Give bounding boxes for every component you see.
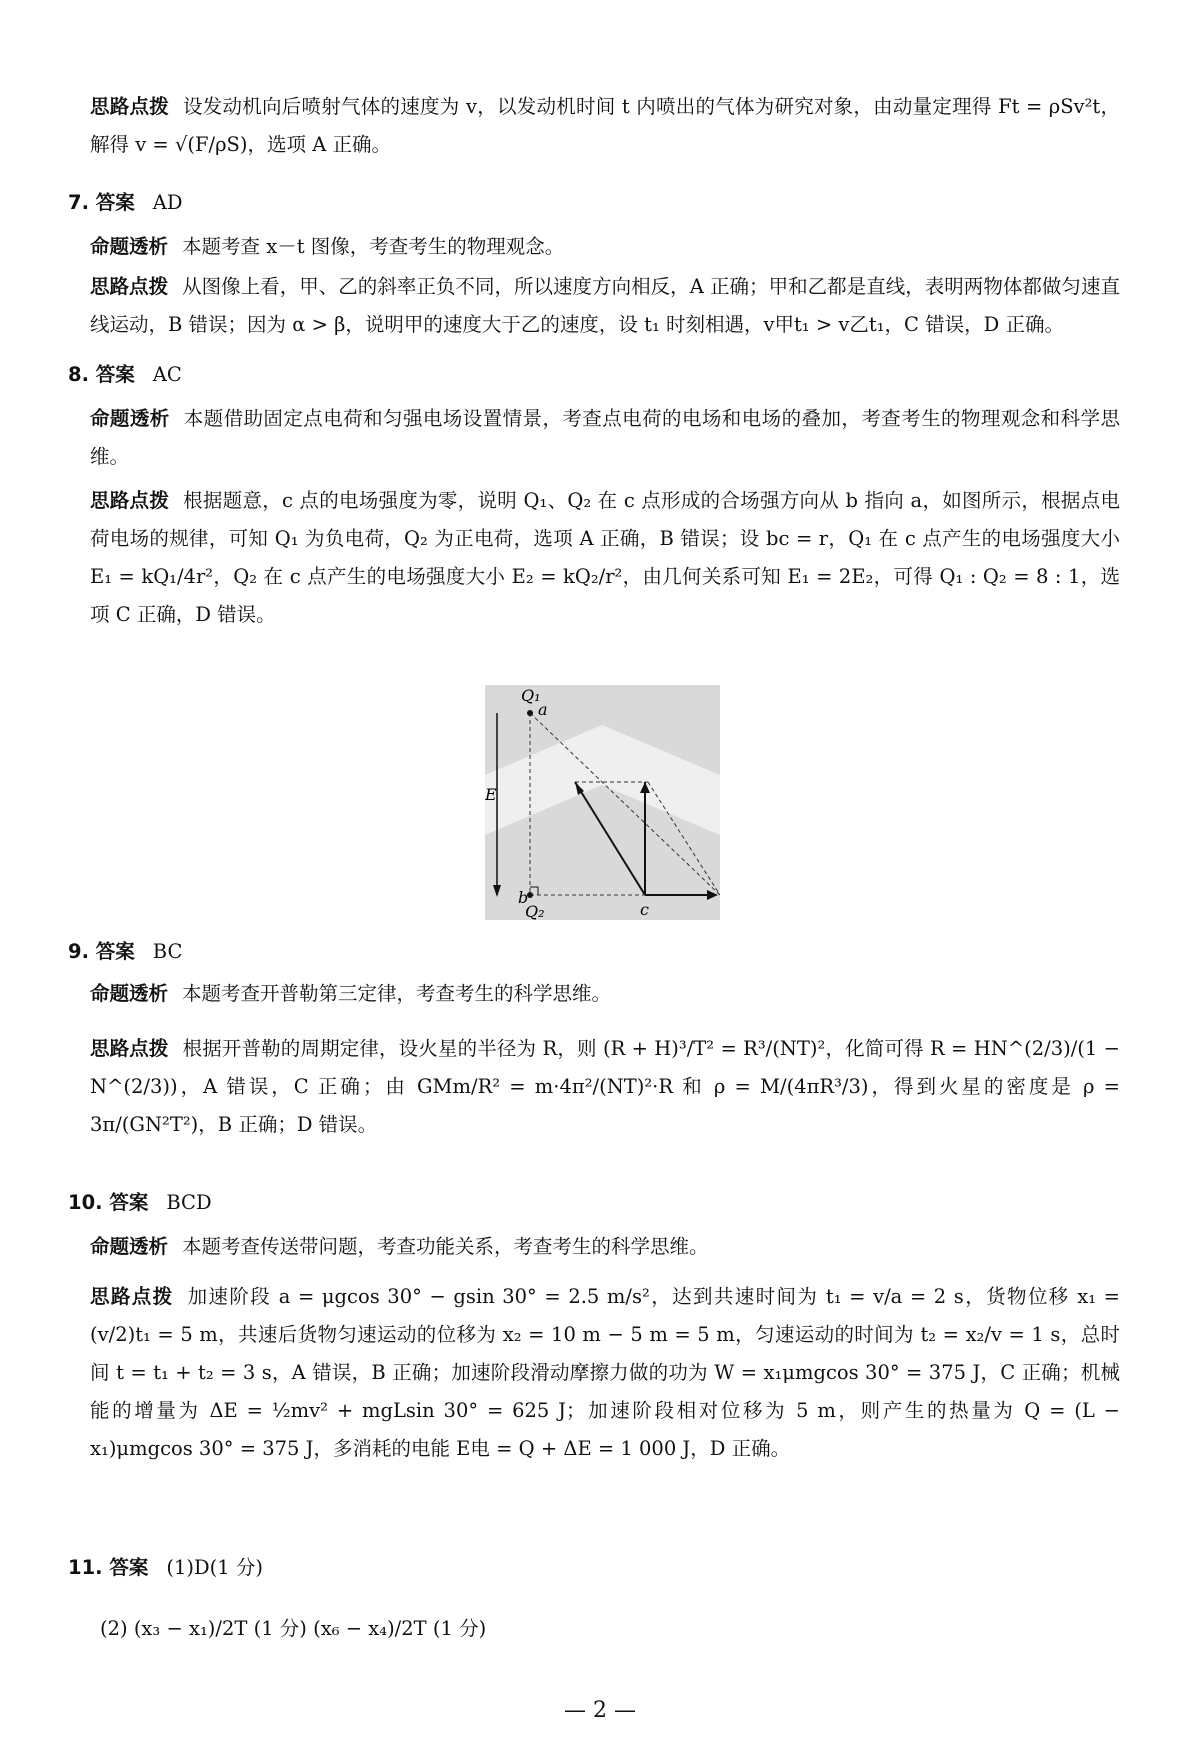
q9-answer-value: BC [152, 940, 183, 963]
q9-answer-heading: 9. 答案 [68, 940, 135, 963]
q8-field-diagram [485, 685, 720, 920]
q7-proposition-text: 本题考查 x－t 图像，考查考生的物理观念。 [182, 235, 565, 258]
label-b: b [518, 888, 529, 907]
q9-solution-hint [90, 1030, 1120, 1144]
q10-proposition-analysis [90, 1228, 1120, 1266]
q9-proposition-text: 本题考查开普勒第三定律，考查考生的科学思维。 [182, 982, 612, 1005]
top-solution-text: 设发动机向后喷射气体的速度为 v，以发动机时间 t 内喷出的气体为研究对象，由动量定理得 Ft = ρSv²t，解得 v = √(F/ρS)，选项 A 正确。 [90, 95, 1120, 156]
q8-proposition-label: 命题透析 [90, 407, 170, 430]
q8-answer-value: AC [152, 363, 182, 386]
q10-solution-hint [90, 1278, 1120, 1468]
q10-answer-heading: 10. 答案 [68, 1191, 149, 1214]
q11-answer-heading: 11. 答案 [68, 1556, 149, 1579]
q9-solution-text: 根据开普勒的周期定律，设火星的半径为 R，则 (R + H)³/T² = R³/(NT)²，化简可得 R = HN^(2/3)/(1 − N^(2/3))，A 错误，C 正确；由 GMm/R² = m·4π²/(NT)²·R 和 ρ = M/(4πR³/3)，得到火星的密度是 ρ = 3π/(GN²T²)，B 正确；D 错误。 [90, 1037, 1120, 1136]
q9-answer-line [68, 937, 182, 967]
q7-answer-value: AD [152, 191, 183, 214]
q7-proposition-analysis [90, 228, 1120, 266]
label-c: c [640, 900, 649, 919]
page-number: — 2 — [564, 1698, 636, 1723]
q9-solution-label: 思路点拨 [90, 1037, 169, 1060]
q8-solution-text: 根据题意，c 点的电场强度为零，说明 Q₁、Q₂ 在 c 点形成的合场强方向从 b 指向 a，如图所示，根据点电荷电场的规律，可知 Q₁ 为负电荷，Q₂ 为正电荷，选项 A 正确，B 错误；设 bc = r，Q₁ 在 c 点产生的电场强度大小 E₁ = kQ₁/4r²，Q₂ 在 c 点产生的电场强度大小 E₂ = kQ₂/r²，由几何关系可知 E₁ = 2E₂，可得 Q₁ : Q₂ = 8 : 1，选项 C 正确，D 错误。 [90, 489, 1120, 626]
q8-solution-label: 思路点拨 [90, 489, 170, 512]
q10-solution-label: 思路点拨 [90, 1285, 174, 1308]
q7-solution-label: 思路点拨 [90, 275, 169, 298]
q7-proposition-label: 命题透析 [90, 235, 169, 258]
top-solution-paragraph [90, 88, 1120, 164]
label-q1: Q₁ [521, 686, 541, 705]
q9-proposition-analysis [90, 975, 1120, 1013]
q10-proposition-label: 命题透析 [90, 1235, 169, 1258]
label-q2: Q₂ [525, 902, 545, 920]
q8-solution-hint [90, 482, 1120, 634]
q7-answer-heading: 7. 答案 [68, 191, 135, 214]
q10-answer-value: BCD [166, 1191, 212, 1214]
label-a: a [538, 700, 548, 719]
q7-solution-text: 从图像上看，甲、乙的斜率正负不同，所以速度方向相反，A 正确；甲和乙都是直线，表明两物体都做匀速直线运动，B 错误；因为 α > β，说明甲的速度大于乙的速度，设 t₁ 时刻相遇，v甲t₁ > v乙t₁，C 错误，D 正确。 [90, 275, 1120, 336]
q11-answer-value: (1)D(1 分) [166, 1556, 263, 1579]
point-charge-q1 [527, 710, 533, 716]
q8-answer-heading: 8. 答案 [68, 363, 135, 386]
q11-part2-text: (2) (x₃ − x₁)/2T (1 分) (x₆ − x₄)/2T (1 分) [100, 1617, 487, 1640]
q11-answer-part2 [100, 1610, 1130, 1648]
q8-proposition-analysis [90, 400, 1120, 476]
q10-solution-text: 加速阶段 a = μgcos 30° − gsin 30° = 2.5 m/s²，达到共速时间为 t₁ = v/a = 2 s，货物位移 x₁ = (v/2)t₁ = 5 m，共速后货物匀速运动的位移为 x₂ = 10 m − 5 m = 5 m，匀速运动的时间为 t₂ = x₂/v = 1 s，总时间 t = t₁ + t₂ = 3 s，A 错误，B 正确；加速阶段滑动摩擦力做的功为 W = x₁μmgcos 30° = 375 J，C 正确；机械能的增量为 ΔE = ½mv² + mgLsin 30° = 625 J；加速阶段相对位移为 5 m，则产生的热量为 Q = (L − x₁)μmgcos 30° = 375 J，多消耗的电能 E电 = Q + ΔE = 1 000 J，D 正确。 [90, 1285, 1120, 1460]
label-e: E [485, 785, 497, 804]
q11-answer-line [68, 1553, 263, 1583]
q7-answer-line [68, 188, 182, 218]
q9-proposition-label: 命题透析 [90, 982, 169, 1005]
q8-answer-line [68, 360, 182, 390]
q7-solution-hint [90, 268, 1120, 344]
top-solution-label: 思路点拨 [90, 95, 169, 118]
q10-answer-line [68, 1188, 212, 1218]
q8-proposition-text: 本题借助固定点电荷和匀强电场设置情景，考查点电荷的电场和电场的叠加，考查考生的物理观念和科学思维。 [90, 407, 1120, 468]
q10-proposition-text: 本题考查传送带问题，考查功能关系，考查考生的科学思维。 [182, 1235, 709, 1258]
